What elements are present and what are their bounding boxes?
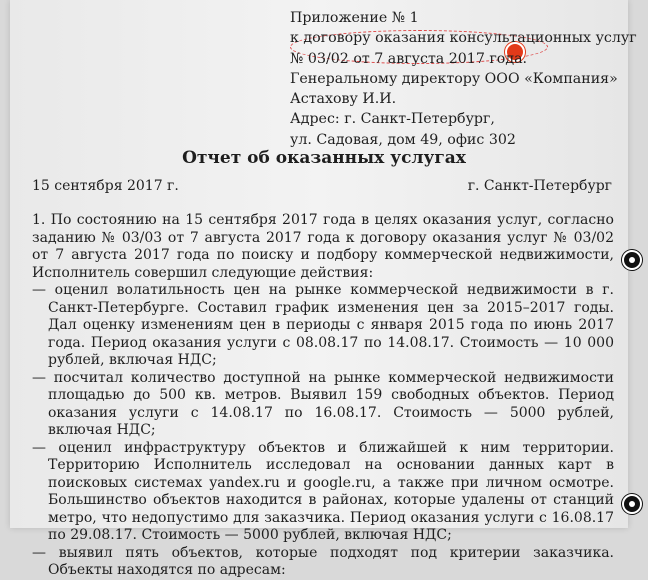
recipient-name: Астахову И.И. xyxy=(290,91,397,108)
recipient-title: Генеральному директору ООО «Компания» xyxy=(290,70,618,87)
list-item: — выявил пять объектов, которые подходят под критерии заказчика. Объекты находятся по адресам: xyxy=(32,544,614,578)
list-item: — оценил инфраструктуру объектов и ближайшей к ним территории. Территорию Исполнитель исследовал на основании данных карт в поисковых системах yandex.ru и google.ru, а также при личном осмотре. Большинство объектов находится в районах, которые удалены от станций метро, что недопустимо для заказчика. Период оказания услуги с 16.08.17 по 29.08.17. Стоимость — 5000 рублей, включая НДС; xyxy=(32,439,614,543)
list-item: — оценил волатильность цен на рынке коммерческой недвижимости в г. Санкт-Петербурге. Составил график изменения цен за 2015–2017 годы. Дал оценку изменениям цен в периоды с января 2015 года по июнь 2017 года. Период оказания услуги с 08.08.17 по 14.08.17. Стоимость — 10 000 рублей, включая НДС; xyxy=(32,282,614,368)
document-date: 15 сентября 2017 г. xyxy=(32,178,179,194)
document-title: Отчет об оказанных услугах xyxy=(182,148,466,168)
addressee-block xyxy=(290,8,637,150)
contract-ref-line: к договору оказания консультационных услуг xyxy=(290,30,637,47)
annotation-marker-icon[interactable] xyxy=(622,494,642,514)
list-item: — посчитал количество доступной на рынке коммерческой недвижимости площадью до 500 кв. метров. Выявил 159 свободных объектов. Период оказания услуги с 14.08.17 по 16.08.17. Стоимость — 5000 рублей, включая НДС; xyxy=(32,369,614,438)
date-line xyxy=(32,178,612,194)
report-body xyxy=(32,212,614,580)
contract-number-line: № 03/02 от 7 августа 2017 года. xyxy=(290,50,528,67)
appendix-label: Приложение № 1 xyxy=(290,10,419,26)
recipient-address-street: ул. Садовая, дом 49, офис 302 xyxy=(290,131,516,148)
document-city: г. Санкт-Петербург xyxy=(467,178,612,194)
recipient-address-city: Адрес: г. Санкт-Петербург, xyxy=(290,111,495,128)
intro-paragraph: 1. По состоянию на 15 сентября 2017 года в целях оказания услуг, согласно заданию № 03/03 от 7 августа 2017 года к договору оказания услуг № 03/02 от 7 августа 2017 года по поиску и подбору коммерческой недвижимости, Исполнитель совершил следующие действия: xyxy=(32,212,614,281)
annotation-marker-icon[interactable] xyxy=(622,250,642,270)
